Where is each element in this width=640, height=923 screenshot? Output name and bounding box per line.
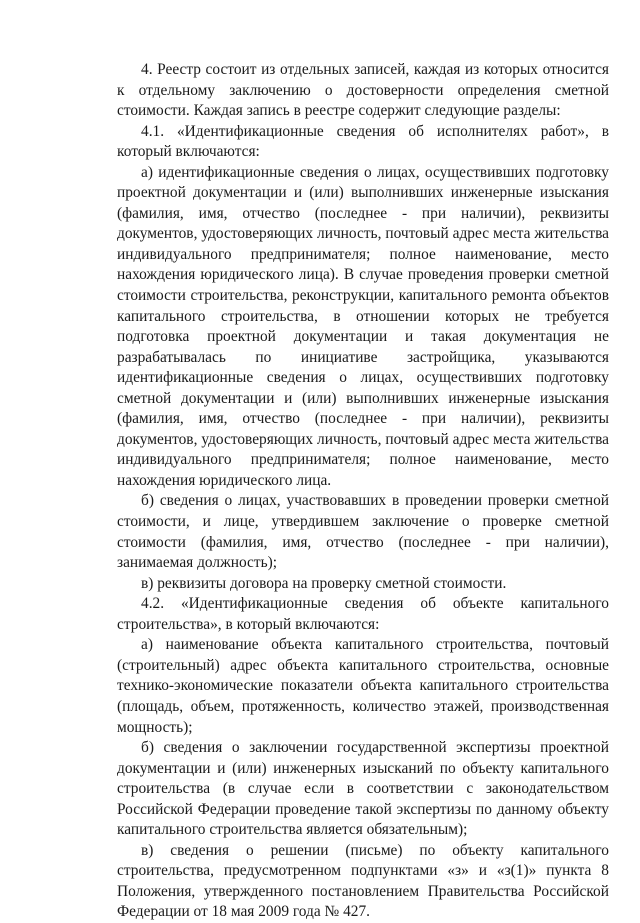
paragraph-4-2-v: в) сведения о решении (письме) по объекту капитального строительства, предусмотренном подпунктами «з» и «з(1)» пункта 8 Положения, утвержденного постановлением Правительства Российской Федерации от 18 мая 2009 года № 427. — [117, 841, 609, 921]
paragraph-4-1-a: а) идентификационные сведения о лицах, осуществивших подготовку проектной документации и (или) выполнивших инженерные изыскания (фамилия, имя, отчество (последнее - при наличии), реквизиты документов, удостоверяющих личность, почтовый адрес места жительства индивидуального предпринимателя; полное наименование, место нахождения юридического лица). В случае проведения проверки сметной стоимости строительства, реконструкции, капитального ремонта объектов капитального строительства, в отношении которых не требуется подготовка проектной документации и такая документация не разрабатывалась по инициативе застройщика, указываются идентификационные сведения о лицах, осуществивших подготовку сметной документации и (или) выполнивших инженерные изыскания (фамилия, имя, отчество (последнее - при наличии), реквизиты документов, удостоверяющих личность, почтовый адрес места жительства индивидуального предпринимателя; полное наименование, место нахождения юридического лица. — [117, 163, 609, 489]
paragraph-4-2-b: б) сведения о заключении государственной экспертизы проектной документации и (или) инженерных изысканий по объекту капитального строительства (в случае если в соответствии с законодательством Российской Федерации проведение такой экспертизы по данному объекту капитального строительства является обязательным); — [117, 739, 609, 839]
paragraph-4-2: 4.2. «Идентификационные сведения об объекте капитального строительства», в который включаются: — [117, 595, 609, 633]
paragraph-4-1-v: в) реквизиты договора на проверку сметной стоимости. — [141, 574, 507, 592]
paragraph-4-1-b: б) сведения о лицах, участвовавших в проведении проверки сметной стоимости, и лице, утвердившем заключение о проверке сметной стоимости (фамилия, имя, отчество (последнее - при наличии), занимаемая должность); — [117, 492, 609, 572]
document-body — [117, 60, 609, 923]
paragraph-4-2-a: а) наименование объекта капитального строительства, почтовый (строительный) адрес объекта капитального строительства, основные технико-экономические показатели объекта капитального строительства (площадь, объем, протяженность, количество этажей, производственная мощность); — [117, 636, 609, 736]
paragraph-4: 4. Реестр состоит из отдельных записей, каждая из которых относится к отдельному заключению о достоверности определения сметной стоимости. Каждая запись в реестре содержит следующие разделы: — [117, 61, 609, 120]
paragraph-4-1: 4.1. «Идентификационные сведения об исполнителях работ», в который включаются: — [117, 122, 609, 161]
